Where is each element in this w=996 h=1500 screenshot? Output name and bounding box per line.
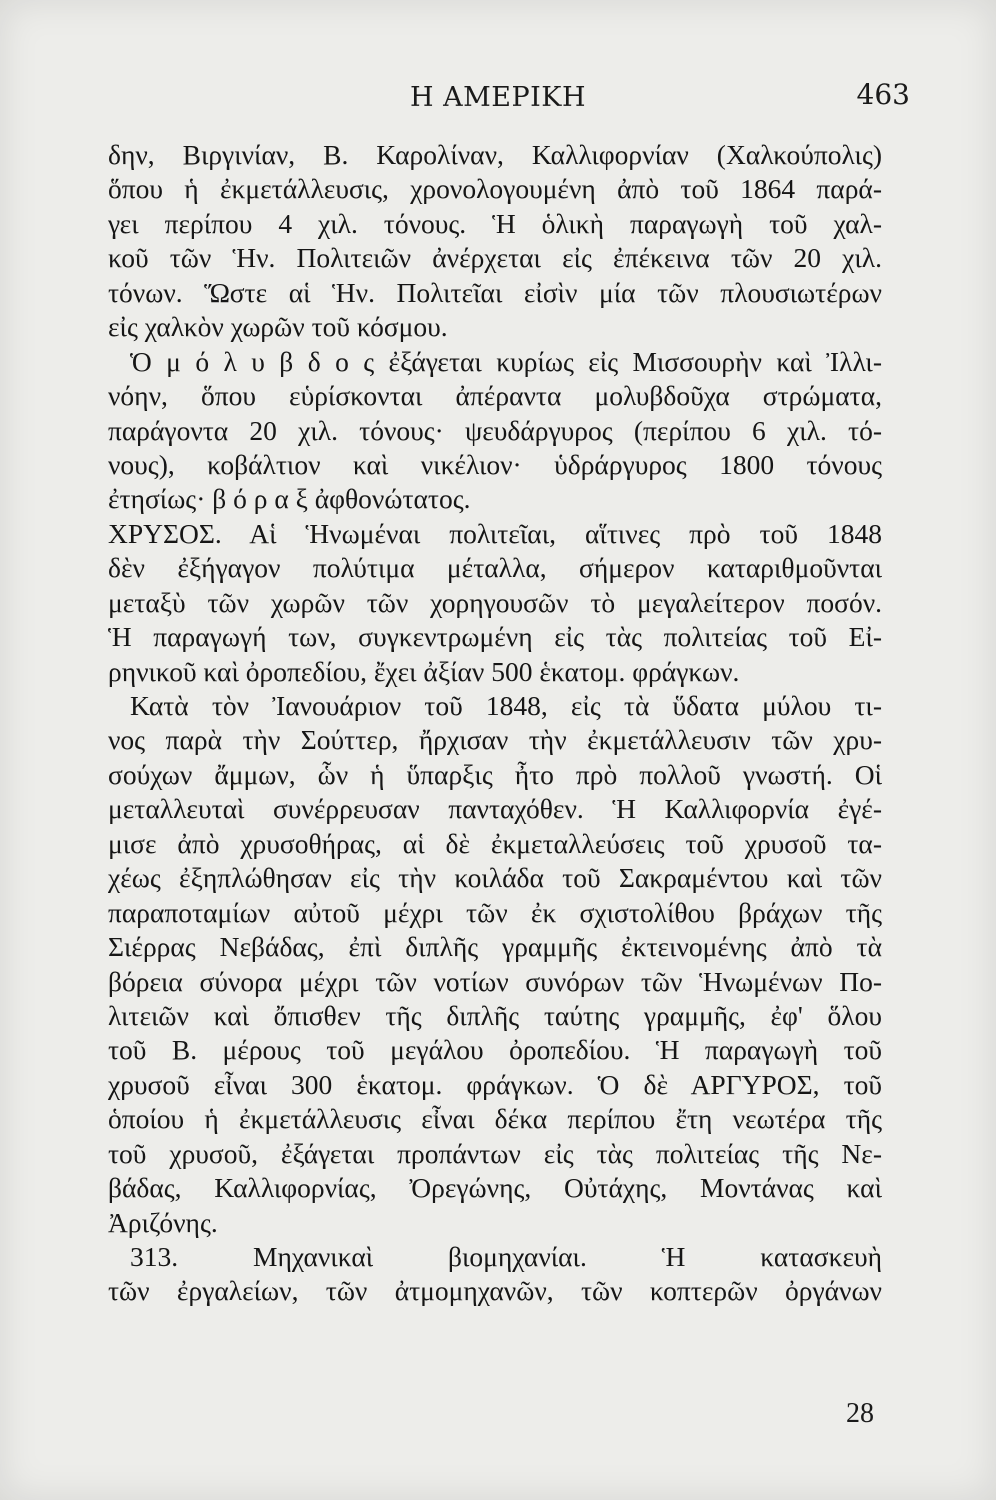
text-line: μεταλλευταὶ συνέρρευσαν πανταχόθεν. Ἡ Καλλιφορνία ἐγέ- [108, 793, 882, 825]
text-line: νους), κοβάλτιον καὶ νικέλιον· ὑδράργυρος 1800 τόνους [108, 448, 882, 480]
text-line: βάδας, Καλλιφορνίας, Ὀρεγώνης, Οὐτάχης, Μοντάνας καὶ [108, 1172, 882, 1204]
text-line: εἰς χαλκὸν χωρῶν τοῦ κόσμου. [108, 311, 448, 343]
text-line: τόνων. Ὥστε αἱ Ἡν. Πολιτεῖαι εἰσὶν μία τῶν πλουσιωτέρων [108, 276, 882, 308]
text-line: ρηνικοῦ καὶ ὀροπεδίου, ἔχει ἀξίαν 500 ἑκατομ. φράγκων. [108, 655, 740, 687]
text-line: τοῦ χρυσοῦ, ἐξάγεται προπάντων εἰς τὰς πολιτείας τῆς Νε- [108, 1137, 882, 1169]
text-line: δὲν ἐξήγαγον πολύτιμα μέταλλα, σήμερον καταριθμοῦνται [108, 552, 882, 584]
text-line: χρυσοῦ εἶναι 300 ἑκατομ. φράγκων. Ὁ δὲ ΑΡΓΥΡΟΣ, τοῦ [108, 1068, 882, 1100]
text-line: γει περίπου 4 χιλ. τόνους. Ἡ ὁλικὴ παραγωγὴ τοῦ χαλ- [108, 207, 882, 239]
text-line: τῶν ἐργαλείων, τῶν ἀτμομηχανῶν, τῶν κοπτερῶν ὀργάνων [108, 1275, 882, 1307]
text-line: λιτειῶν καὶ ὄπισθεν τῆς διπλῆς ταύτης γραμμῆς, ἐφ' ὅλου [108, 999, 882, 1031]
text-line: παράγοντα 20 χιλ. τόνους· ψευδάργυρος (περίπου 6 χιλ. τό- [108, 414, 882, 446]
text-line: νόην, ὅπου εὑρίσκονται ἀπέραντα μολυβδοῦχα στρώματα, [108, 380, 882, 412]
page-header [0, 78, 996, 118]
body-text [108, 138, 882, 1309]
text-line: βόρεια σύνορα μέχρι τῶν νοτίων συνόρων τῶν Ἡνωμένων Πο- [108, 965, 882, 997]
text-line: σούχων ἄμμων, ὧν ἡ ὕπαρξις ἦτο πρὸ πολλοῦ γνωστή. Οἱ [108, 758, 882, 790]
text-line: Ἡ παραγωγή των, συγκεντρωμένη εἰς τὰς πολιτείας τοῦ Εἰ- [108, 621, 882, 653]
text-line: Ὁ μ ό λ υ β δ ο ς ἐξάγεται κυρίως εἰς Μισσουρὴν καὶ Ἰλλι- [130, 345, 882, 377]
text-line: μισε ἀπὸ χρυσοθήρας, αἱ δὲ ἐκμεταλλεύσεις τοῦ χρυσοῦ τα- [108, 827, 882, 859]
signature-mark: 28 [846, 1398, 874, 1429]
section-heading-line: 313. Μηχανικαὶ βιομηχανίαι. Ἡ κατασκευὴ [130, 1241, 882, 1272]
text-line: ὁποίου ἡ ἐκμετάλλευσις εἶναι δέκα περίπου ἔτη νεωτέρα τῆς [108, 1103, 882, 1135]
running-head: Η ΑΜΕΡΙΚΗ [409, 82, 587, 113]
text-line: ΧΡΥΣΟΣ. Αἱ Ἡνωμέναι πολιτεῖαι, αἵτινες πρὸ τοῦ 1848 [108, 517, 882, 549]
text-line: τοῦ Β. μέρους τοῦ μεγάλου ὀροπεδίου. Ἡ παραγωγὴ τοῦ [108, 1034, 882, 1066]
text-line: Ἀριζόνης. [108, 1206, 218, 1238]
text-line: μεταξὺ τῶν χωρῶν τῶν χορηγουσῶν τὸ μεγαλείτερον ποσόν. [108, 586, 882, 618]
text-line: χέως ἐξηπλώθησαν εἰς τὴν κοιλάδα τοῦ Σακραμέντου καὶ τῶν [108, 862, 882, 894]
text-line: δην, Βιργινίαν, Β. Καρολίναν, Καλλιφορνίαν (Χαλκούπολις) [108, 139, 882, 170]
text-line: ὅπου ἡ ἐκμετάλλευσις, χρονολογουμένη ἀπὸ τοῦ 1864 παρά- [108, 173, 882, 205]
page-number: 463 [856, 78, 910, 111]
text-line: Σιέρρας Νεβάδας, ἐπὶ διπλῆς γραμμῆς ἐκτεινομένης ἀπὸ τὰ [108, 931, 882, 963]
text-line: νος παρὰ τὴν Σούττερ, ἤρχισαν τὴν ἐκμετάλλευσιν τῶν χρυ- [108, 724, 882, 756]
text-line: Κατὰ τὸν Ἰανουάριον τοῦ 1848, εἰς τὰ ὕδατα μύλου τι- [130, 690, 882, 721]
text-line: παραποταμίων αὐτοῦ μέχρι τῶν ἐκ σχιστολίθου βράχων τῆς [108, 896, 882, 928]
text-line: κοῦ τῶν Ἡν. Πολιτειῶν ἀνέρχεται εἰς ἐπέκεινα τῶν 20 χιλ. [108, 242, 882, 274]
text-line: ἐτησίως· β ό ρ α ξ ἀφθονώτατος. [108, 483, 471, 515]
